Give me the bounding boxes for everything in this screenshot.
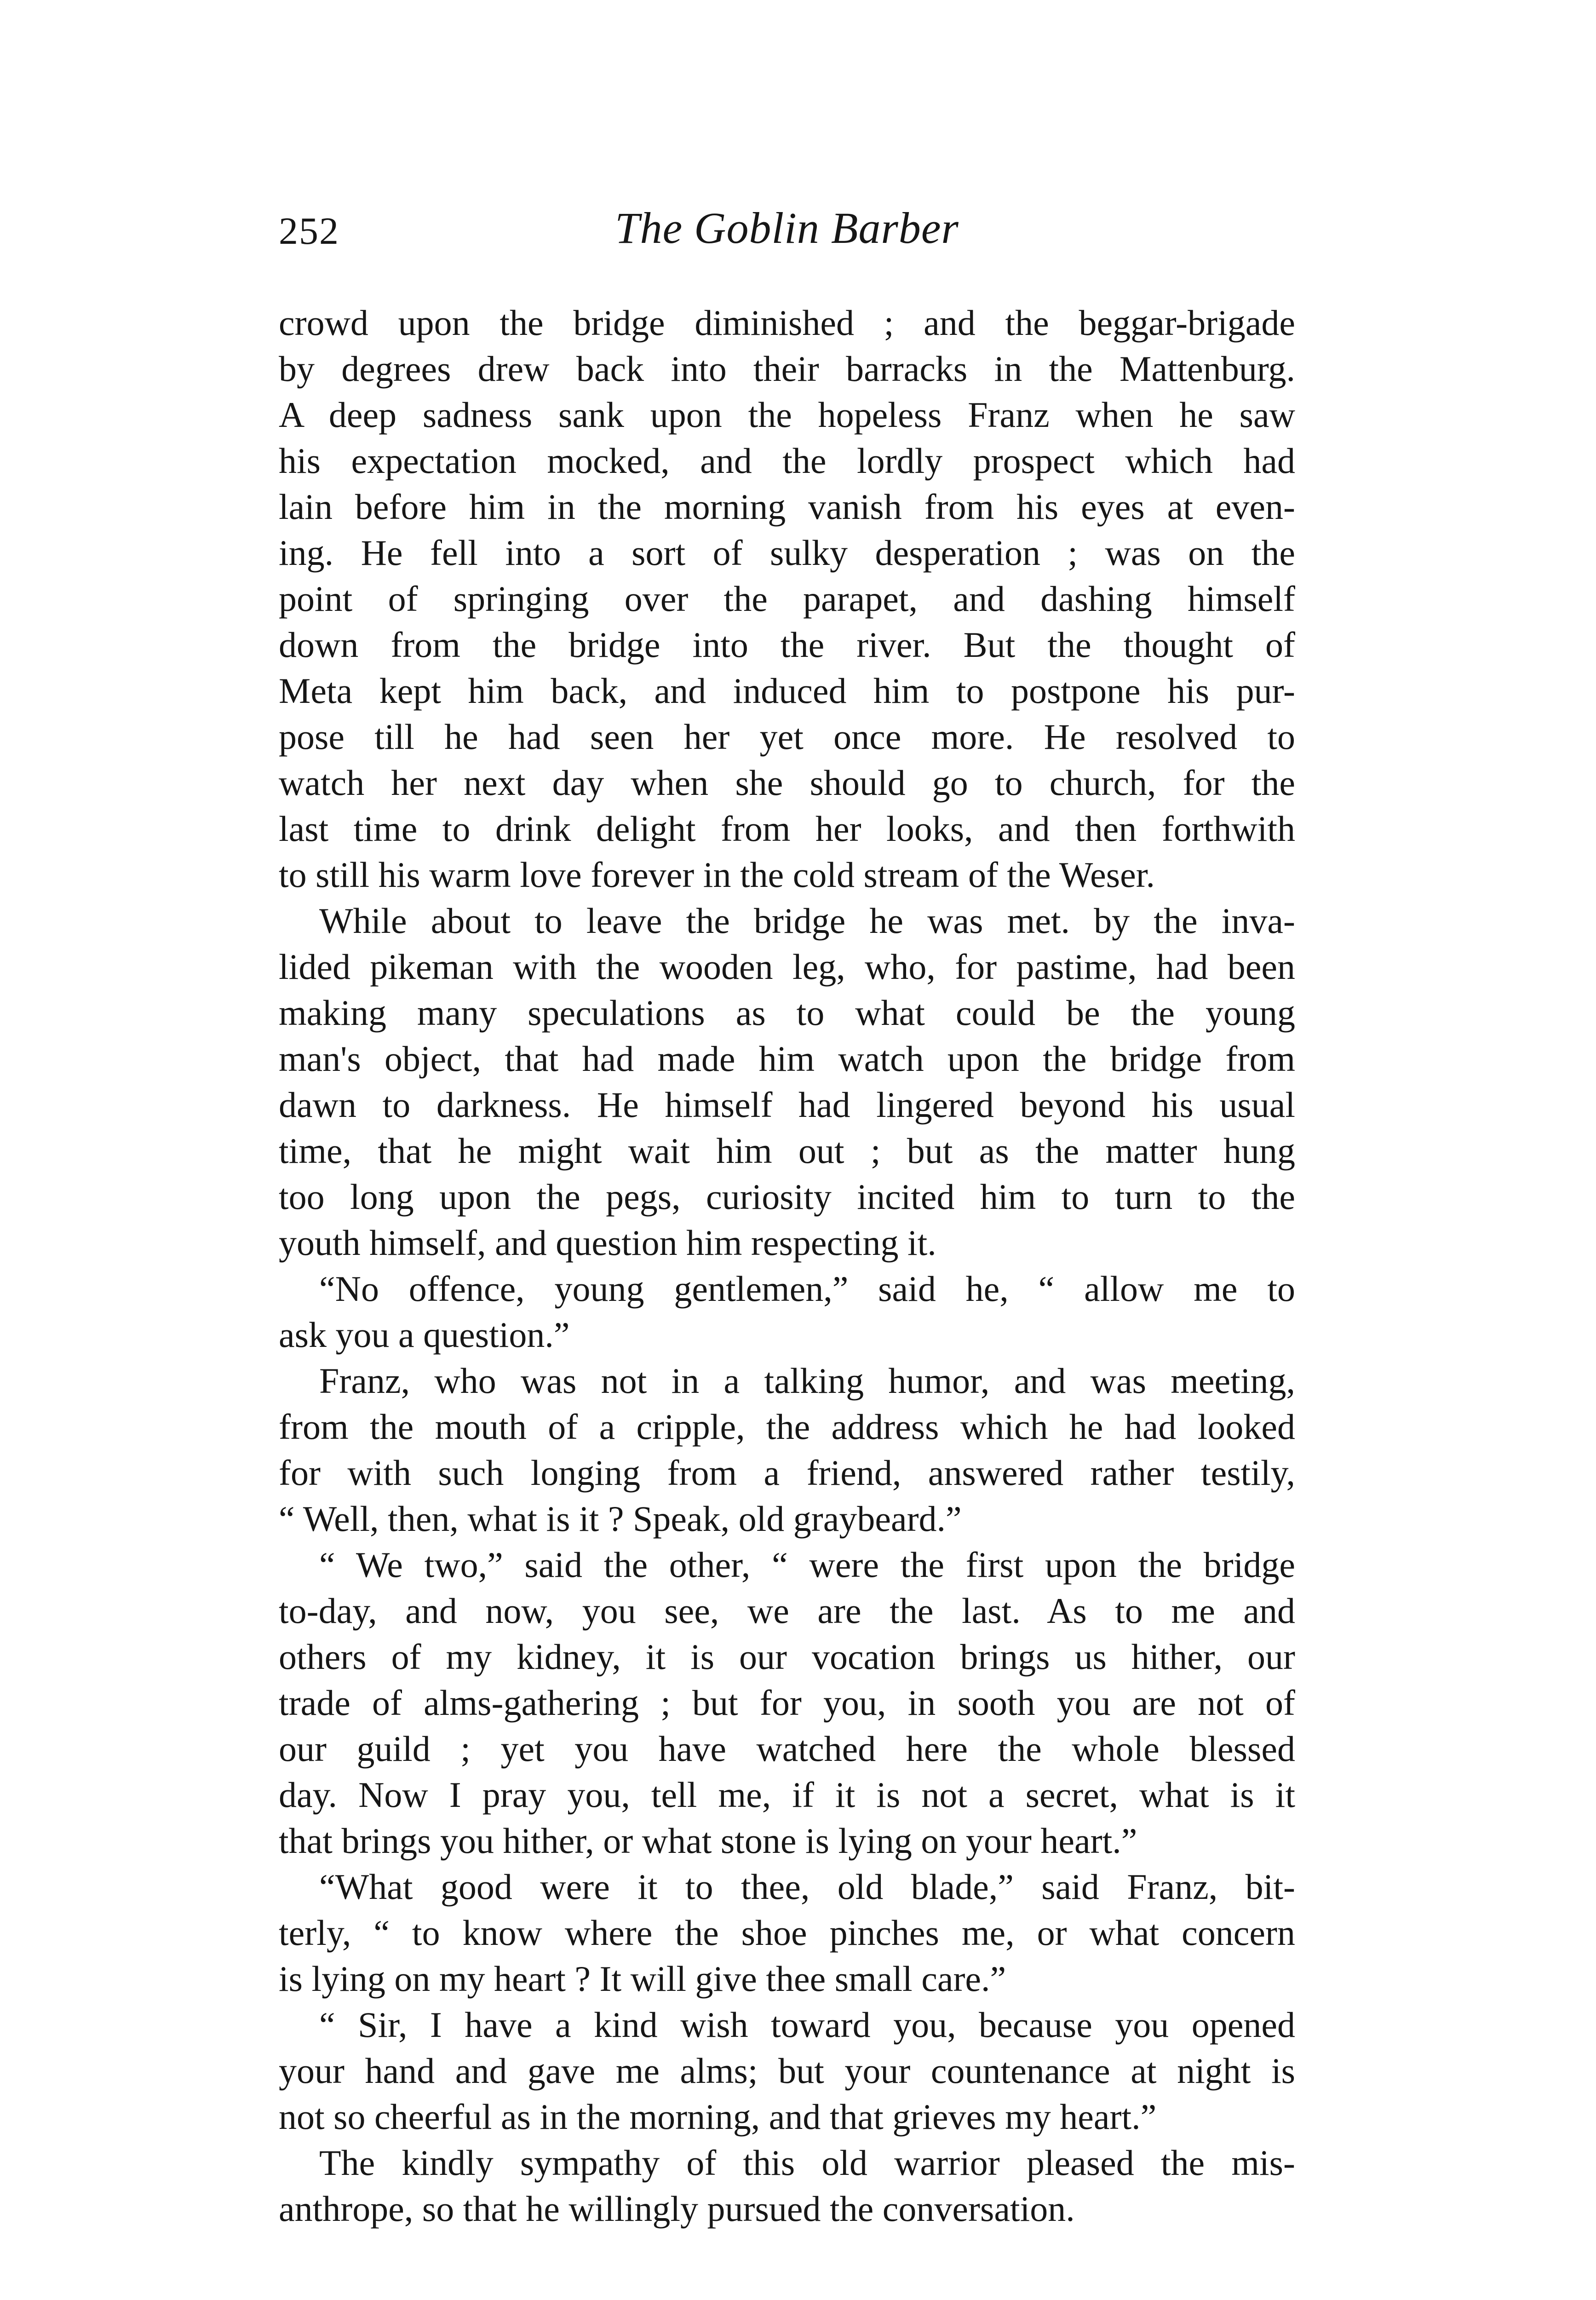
text-line: down from the bridge into the river. But the thought of [279,625,1295,665]
text-line: point of springing over the parapet, and dashing himself [279,579,1295,619]
text-line: lain before him in the morning vanish from his eyes at even- [279,487,1295,527]
text-line: ing. He fell into a sort of sulky desperation ; was on the [279,533,1295,573]
text-line: from the mouth of a cripple, the address which he had looked [279,1407,1295,1447]
text-line: The kindly sympathy of this old warrior pleased the mis- [319,2143,1295,2183]
text-line: anthrope, so that he willingly pursued the conversation. [279,2189,1075,2229]
text-line: watch her next day when she should go to church, for the [279,763,1295,803]
text-line: A deep sadness sank upon the hopeless Franz when he saw [279,395,1295,435]
text-line: pose till he had seen her yet once more. He resolved to [279,717,1295,757]
text-line: for with such longing from a friend, answered rather testily, [279,1453,1295,1493]
text-line: youth himself, and question him respecting it. [279,1223,936,1263]
body-text [279,300,1295,2232]
page-number: 252 [279,210,339,253]
text-line: Meta kept him back, and induced him to postpone his pur- [279,671,1295,711]
text-line: “ We two,” said the other, “ were the first upon the bridge [319,1545,1295,1585]
text-line: lided pikeman with the wooden leg, who, for pastime, had been [279,947,1295,987]
text-line: others of my kidney, it is our vocation brings us hither, our [279,1637,1295,1677]
text-line: time, that he might wait him out ; but as the matter hung [279,1131,1295,1171]
text-line: “No offence, young gentlemen,” said he, “ allow me to [319,1269,1295,1309]
text-line: last time to drink delight from her looks, and then forthwith [279,809,1295,849]
text-line: our guild ; yet you have watched here the whole blessed [279,1729,1295,1769]
text-line: that brings you hither, or what stone is lying on your heart.” [279,1821,1137,1861]
text-line: terly, “ to know where the shoe pinches me, or what concern [279,1913,1295,1953]
text-line: making many speculations as to what could be the young [279,993,1295,1033]
text-line: not so cheerful as in the morning, and that grieves my heart.” [279,2097,1157,2137]
text-line: “ Sir, I have a kind wish toward you, because you opened [319,2005,1295,2045]
text-line: Franz, who was not in a talking humor, and was meeting, [319,1361,1295,1401]
running-title: The Goblin Barber [615,203,959,253]
text-line: man's object, that had made him watch upon the bridge from [279,1039,1295,1079]
text-line: While about to leave the bridge he was met. by the inva- [319,901,1295,941]
text-line: trade of alms-gathering ; but for you, in sooth you are not of [279,1683,1295,1723]
text-line: too long upon the pegs, curiosity incited him to turn to the [279,1177,1295,1217]
text-line: dawn to darkness. He himself had lingered beyond his usual [279,1085,1295,1125]
text-line: to-day, and now, you see, we are the last. As to me and [279,1591,1295,1631]
text-line: “What good were it to thee, old blade,” said Franz, bit- [319,1867,1295,1907]
text-line: day. Now I pray you, tell me, if it is not a secret, what is it [279,1775,1295,1815]
text-line: ask you a question.” [279,1315,570,1355]
text-line: crowd upon the bridge diminished ; and the beggar-brigade [279,303,1295,343]
text-line: his expectation mocked, and the lordly prospect which had [279,441,1295,481]
text-line: is lying on my heart ? It will give thee small care.” [279,1959,1006,1999]
text-line: to still his warm love forever in the cold stream of the Weser. [279,855,1155,895]
running-head [279,202,1295,271]
text-line: your hand and gave me alms; but your countenance at night is [279,2051,1295,2091]
text-line: “ Well, then, what is it ? Speak, old graybeard.” [279,1499,962,1539]
text-line: by degrees drew back into their barracks in the Mattenburg. [279,349,1295,389]
